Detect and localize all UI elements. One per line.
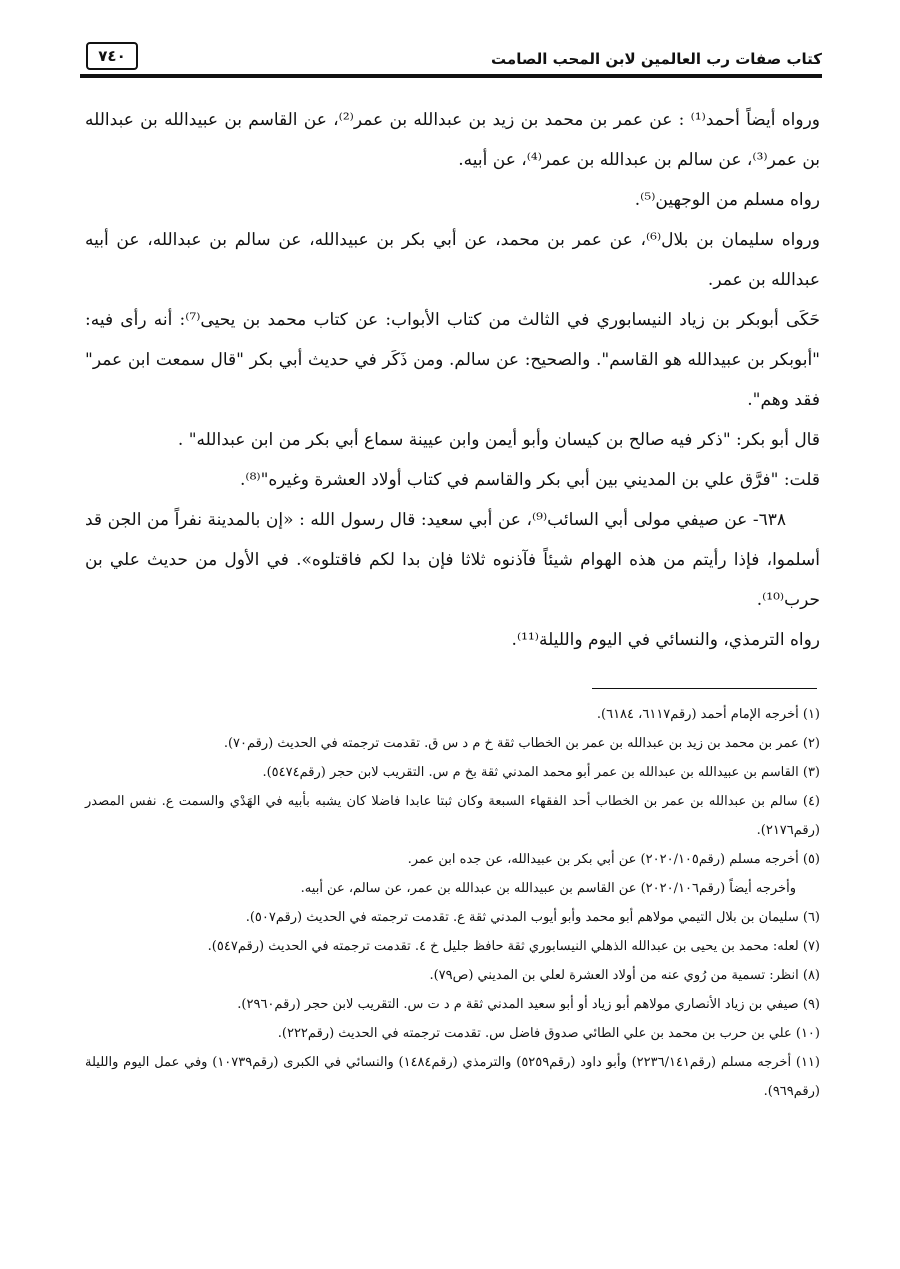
book-title: كتاب صفات رب العالمين لابن المحب الصامت xyxy=(491,50,822,68)
footnote: (٥) أخرجه مسلم (رقم٢٠٢٠/١٠٥) عن أبي بكر بن عبيدالله، عن جده ابن عمر. xyxy=(407,852,820,867)
paragraph: قلت: "فرَّق علي بن المديني بين أبي بكر والقاسم في كتاب أولاد العشرة وغيره"⁽⁸⁾. xyxy=(239,470,820,490)
footnotes xyxy=(85,700,820,1106)
footnote: (١٠) علي بن حرب بن محمد بن علي الطائي صدوق فاضل س. تقدمت ترجمته في الحديث (رقم٢٢٢). xyxy=(277,1026,820,1041)
footnote: (٣) القاسم بن عبيدالله بن عبدالله بن عمر أبو محمد المدني ثقة بخ م س. التقريب لابن حجر (رقم٥٤٧٤). xyxy=(262,765,820,780)
paragraph: حَكَى أبوبكر بن زياد النيسابوري في الثالث من كتاب الأبواب: عن كتاب محمد بن يحيى⁽⁷⁾: أنه رأى فيه: "أبوبكر بن عبيدالله هو القاسم". والصحيح: عن سالم. ومن ذَكَر في حديث أبي بكر "قال سمعت ابن عمر" فقد وهم". xyxy=(85,310,820,410)
footnote: (١١) أخرجه مسلم (رقم٢٢٣٦/١٤١) وأبو داود (رقم٥٢٥٩) والترمذي (رقم١٤٨٤) والنسائي في الكبرى (رقم١٠٧٣٩) وفي عمل اليوم والليلة (رقم٩٦٩). xyxy=(85,1055,820,1099)
footnote: (١) أخرجه الإمام أحمد (رقم٦١١٧، ٦١٨٤). xyxy=(596,707,820,722)
footnote: (٤) سالم بن عبدالله بن عمر بن الخطاب أحد الفقهاء السبعة وكان ثبتا عابدا فاضلا كان يشبه بأبيه في الهَدْي والسمت ع. نفس المصدر (رقم٢١٧٦). xyxy=(85,794,820,838)
paragraph: ورواه أيضاً أحمد⁽¹⁾ : عن عمر بن محمد بن زيد بن عبدالله بن عمر⁽²⁾، عن القاسم بن عبيدالله بن عبدالله بن عمر⁽³⁾، عن سالم بن عبدالله بن عمر⁽⁴⁾، عن أبيه. xyxy=(85,110,820,170)
footnote: (٨) انظر: تسمية من رُوي عنه من أولاد العشرة لعلي بن المديني (ص٧٩). xyxy=(429,968,820,983)
hadith-paragraph: ٦٣٨- عن صيفي مولى أبي السائب⁽⁹⁾، عن أبي سعيد: قال رسول الله : «إن بالمدينة نفراً من الجن قد أسلموا، فإذا رأيتم من هذه الهوام شيئاً فآذنوه ثلاثا فإن بدا لكم فاقتلوه». في الأول من حديث علي بن حرب⁽¹⁰⁾. xyxy=(85,510,820,610)
footnote: (٩) صيفي بن زياد الأنصاري مولاهم أبو زياد أو أبو سعيد المدني ثقة م د ت س. التقريب لابن حجر (رقم٢٩٦٠). xyxy=(237,997,820,1012)
footnote-separator xyxy=(592,688,817,689)
paragraph: رواه الترمذي، والنسائي في اليوم والليلة⁽¹¹⁾. xyxy=(511,630,820,650)
footnote: (٢) عمر بن محمد بن زيد بن عبدالله بن عمر بن الخطاب ثقة خ م د س ق. تقدمت ترجمته في الحديث (رقم٧٠). xyxy=(223,736,820,751)
main-text xyxy=(85,100,820,660)
page-number: ٧٤٠ xyxy=(86,42,138,70)
paragraph: رواه مسلم من الوجهين⁽⁵⁾. xyxy=(634,190,820,210)
footnote: (٦) سليمان بن بلال التيمي مولاهم أبو محمد وأبو أيوب المدني ثقة ع. تقدمت ترجمته في الحديث (رقم٥٠٧). xyxy=(245,910,820,925)
footnote: (٧) لعله: محمد بن يحيى بن عبدالله الذهلي النيسابوري ثقة حافظ جليل خ ٤. تقدمت ترجمته في الحديث (رقم٥٤٧). xyxy=(207,939,820,954)
paragraph: قال أبو بكر: "ذكر فيه صالح بن كيسان وأبو أيمن وابن عيينة سماع أبي بكر من ابن عبدالله" . xyxy=(177,430,820,450)
footnote-continuation: وأخرجه أيضاً (رقم٢٠٢٠/١٠٦) عن القاسم بن عبيدالله بن عبدالله بن عمر، عن سالم، عن أبيه. xyxy=(300,881,796,896)
page-header xyxy=(80,38,822,78)
paragraph: ورواه سليمان بن بلال⁽⁶⁾، عن عمر بن محمد، عن أبي بكر بن عبيدالله، عن سالم بن عبدالله، عن أبيه عبدالله بن عمر. xyxy=(85,230,820,290)
